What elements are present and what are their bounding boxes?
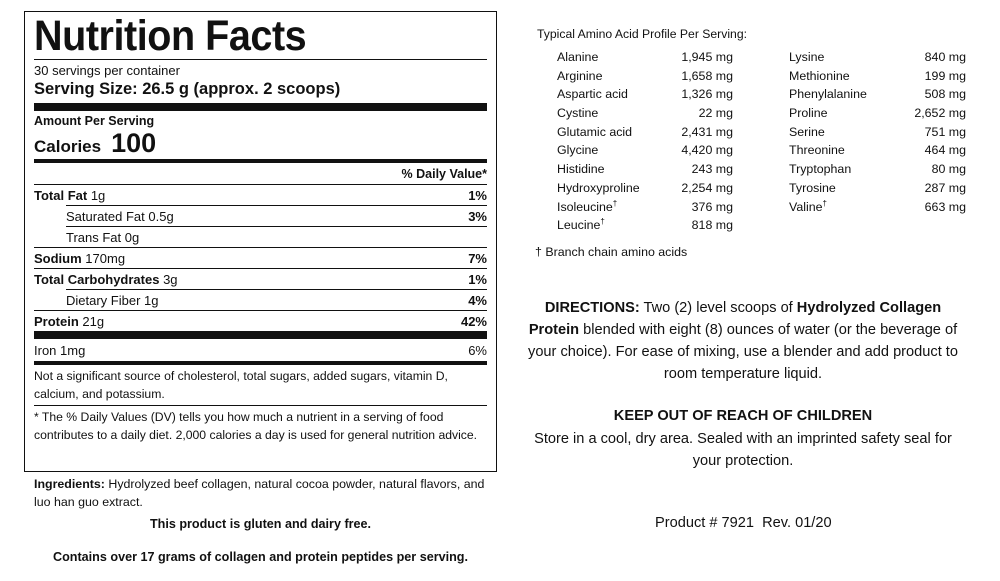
amino-column-1 xyxy=(557,48,733,235)
amino-column-2 xyxy=(789,48,966,216)
amino-row: Glycine 4,420 mg xyxy=(557,143,733,158)
storage-instructions: Store in a cool, dry area. Sealed with an imprinted safety seal for your protection. xyxy=(534,431,952,469)
daily-value-header: % Daily Value* xyxy=(401,167,487,181)
ingredients-label: Ingredients: xyxy=(34,477,105,491)
amino-row: Threonine 464 mg xyxy=(789,143,966,158)
amino-row: Methionine 199 mg xyxy=(789,68,966,83)
nutrient-row: Saturated Fat 0.5g 3% xyxy=(66,205,487,226)
collagen-note: Contains over 17 grams of collagen and protein peptides per serving. xyxy=(53,550,468,564)
amino-row: Histidine 243 mg xyxy=(557,162,733,177)
directions-label: DIRECTIONS: xyxy=(544,300,640,316)
servings-per-container: 30 servings per container xyxy=(34,63,180,78)
amino-row: Cystine 22 mg xyxy=(557,106,733,121)
amino-row: Arginine 1,658 mg xyxy=(557,68,733,83)
panel-title: Nutrition Facts xyxy=(34,12,307,60)
amount-per-serving: Amount Per Serving xyxy=(34,114,155,128)
daily-value-footnote: * The % Daily Values (DV) tells you how much a nutrient in a serving of food contributes to a daily diet. 2,000 calories a day is used for general nutrition advice. xyxy=(34,410,478,442)
amino-profile-title: Typical Amino Acid Profile Per Serving: xyxy=(537,27,747,41)
amino-row: Glutamic acid 2,431 mg xyxy=(557,124,733,139)
serving-size: Serving Size: 26.5 g (approx. 2 scoops) xyxy=(34,80,341,98)
amino-row: Aspartic acid 1,326 mg xyxy=(557,87,733,102)
amino-row: Tryptophan 80 mg xyxy=(789,162,966,177)
product-code: Product # 7921 Rev. 01/20 xyxy=(655,515,832,531)
nutrient-row: Iron 1mg 6% xyxy=(34,342,487,358)
nutrient-row: Protein 21g 42% xyxy=(34,310,487,331)
amino-row: Hydroxyproline 2,254 mg xyxy=(557,180,733,195)
amino-row: Leucine† 818 mg xyxy=(557,217,733,233)
amino-row: Tyrosine 287 mg xyxy=(789,180,966,195)
amino-row: Proline 2,652 mg xyxy=(789,106,966,121)
nutrition-facts-panel xyxy=(24,11,497,472)
ingredients-text: Hydrolyzed beef collagen, natural cocoa powder, natural flavors, and luo han guo extract. xyxy=(34,477,485,509)
amino-row: Isoleucine† 376 mg xyxy=(557,198,733,214)
nutrient-row: Total Carbohydrates 3g 1% xyxy=(34,268,487,289)
keep-out-warning: KEEP OUT OF REACH OF CHILDREN xyxy=(613,408,873,424)
nutrient-row: Total Fat 1g 1% xyxy=(34,184,487,205)
amino-row: Phenylalanine 508 mg xyxy=(789,87,966,102)
gluten-free-note: This product is gluten and dairy free. xyxy=(149,517,372,531)
calories-row xyxy=(34,129,487,159)
amino-row: Lysine 840 mg xyxy=(789,50,966,64)
nutrient-row: Trans Fat 0g xyxy=(66,226,487,247)
branch-chain-note: † Branch chain amino acids xyxy=(535,245,688,259)
amino-row: Alanine 1,945 mg xyxy=(557,50,733,64)
product-name: Hydrolyzed Collagen Protein xyxy=(528,300,942,338)
calories-label: Calories xyxy=(34,137,102,156)
not-significant-note: Not a significant source of cholesterol, total sugars, added sugars, vitamin D, calcium, and potassium. xyxy=(34,369,448,401)
amino-row: Valine† 663 mg xyxy=(789,198,966,214)
calories-value: 100 xyxy=(111,128,157,158)
directions: DIRECTIONS: Two (2) level scoops of Hydrolyzed Collagen Protein blended with eight (8) ounces of water (or the beverage of your choice). For ease of mixing, use a blender and add product to room temperature liquid. xyxy=(528,300,958,382)
nutrient-row: Dietary Fiber 1g 4% xyxy=(66,289,487,310)
ingredients xyxy=(34,475,494,511)
nutrient-row: Sodium 170mg 7% xyxy=(34,247,487,268)
amino-row: Serine 751 mg xyxy=(789,124,966,139)
